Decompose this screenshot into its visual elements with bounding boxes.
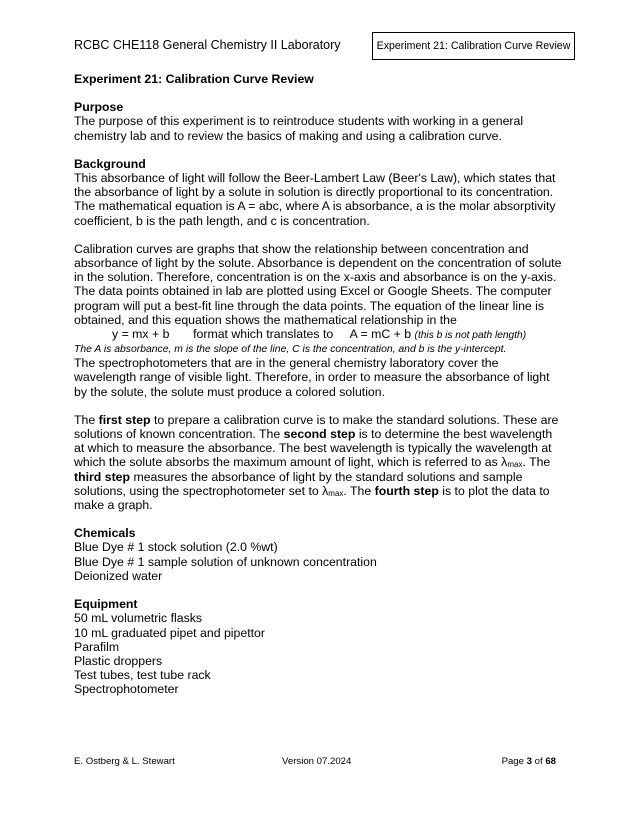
fourth-step-label: fourth step — [374, 483, 439, 498]
page-of: of — [531, 756, 546, 767]
background-paragraph-1: This absorbance of light will follow the Beer-Lambert Law (Beer's Law), which states that the absorbance of light by a solute in solution is directly proportional to its concentration. The mathematical equation is A = abc, where A is absorbance, a is the molar absorptivity coefficient, b is the path length, and c is concentration. — [74, 171, 556, 228]
document-body — [74, 72, 564, 697]
document-title: Experiment 21: Calibration Curve Review — [74, 72, 314, 86]
p4-text-e: . The — [522, 455, 551, 470]
footer-version: Version 07.2024 — [282, 756, 352, 767]
equation-note: (this b is not path length) — [414, 330, 527, 342]
footer-authors: E. Ostberg & L. Stewart — [74, 756, 175, 767]
footer-page-number — [502, 756, 556, 767]
p4-text-f: measures the absorbance of light by the standard solutions and sample solutions, using the spectrophotometer set to λ — [74, 469, 523, 498]
list-item: Blue Dye # 1 stock solution (2.0 %wt) — [74, 540, 278, 555]
list-item: Deionized water — [74, 568, 163, 583]
experiment-title-box — [372, 32, 575, 60]
equation-general: y = mx + b — [112, 327, 170, 342]
p4-text-h: is to plot the data to make a graph. — [74, 483, 550, 513]
equation-line — [74, 327, 564, 343]
p4-text-a: The — [74, 412, 99, 427]
equipment-heading: Equipment — [74, 597, 138, 612]
chemicals-heading: Chemicals — [74, 526, 136, 541]
page-prefix: Page — [501, 756, 527, 767]
list-item: Test tubes, test tube rack — [74, 668, 211, 683]
p4-text-d: is to determine the best wavelength at which to measure the absorbance. The best wavelength is typically the wavelength at which the solute absorbs the maximum amount of light, which is referred to as λ — [74, 427, 553, 470]
p4-text-g: . The — [343, 483, 375, 498]
purpose-heading: Purpose — [74, 100, 124, 115]
background-paragraph-2: Calibration curves are graphs that show the relationship between concentration and absorbance of light by the solute. Absorbance is dependent on the concentration of solute in the solution. Therefore, concentration is on the x-axis and absorbance is on the y-axis. The data points obtained in lab are plotted using Excel or Google Sheets. The computer program will put a best-fit line through the data points. The equation of the linear line is obtained, and this equation shows the mathematical relationship in the — [74, 241, 562, 327]
course-header: RCBC CHE118 General Chemistry II Laboratory — [74, 38, 341, 52]
list-item: Blue Dye # 1 sample solution of unknown concentration — [74, 554, 377, 569]
background-paragraph-3: The spectrophotometers that are in the general chemistry laboratory cover the wavelength range of visible light. Therefore, in order to measure the absorbance of light by the solute, the solute must produce a colored solution. — [74, 356, 550, 399]
equipment-list — [74, 611, 564, 696]
chemicals-list — [74, 540, 564, 583]
background-heading: Background — [74, 156, 146, 171]
purpose-text: The purpose of this experiment is to reintroduce students with working in a general chemistry lab and to review the basics of making and using a calibration curve. — [74, 114, 524, 143]
p4-text-c: to prepare a calibration curve is to make the standard solutions. These are solutions of known concentration. The — [74, 412, 559, 442]
list-item: Spectrophotometer — [74, 682, 179, 697]
second-step-label: second step — [283, 427, 356, 442]
experiment-title-box-text: Experiment 21: Calibration Curve Review — [376, 40, 571, 52]
lambda-max-subscript: max — [507, 460, 523, 470]
page-current: 3 — [526, 756, 532, 767]
list-item: 50 mL volumetric flasks — [74, 611, 203, 626]
equation-beers-law: A = mC + b — [349, 327, 412, 342]
background-paragraph-4 — [74, 413, 564, 512]
lambda-max-subscript-2: max — [328, 488, 344, 498]
list-item: Parafilm — [74, 639, 120, 654]
page-total: 68 — [545, 756, 556, 767]
list-item: Plastic droppers — [74, 653, 163, 668]
first-step-label: first step — [98, 412, 151, 427]
third-step-label: third step — [74, 469, 131, 484]
equation-variable-note: The A is absorbance, m is the slope of the line, C is the concentration, and b is the y-intercept. — [74, 344, 507, 356]
equation-connector: format which translates to — [193, 327, 334, 342]
list-item: 10 mL graduated pipet and pipettor — [74, 625, 265, 640]
